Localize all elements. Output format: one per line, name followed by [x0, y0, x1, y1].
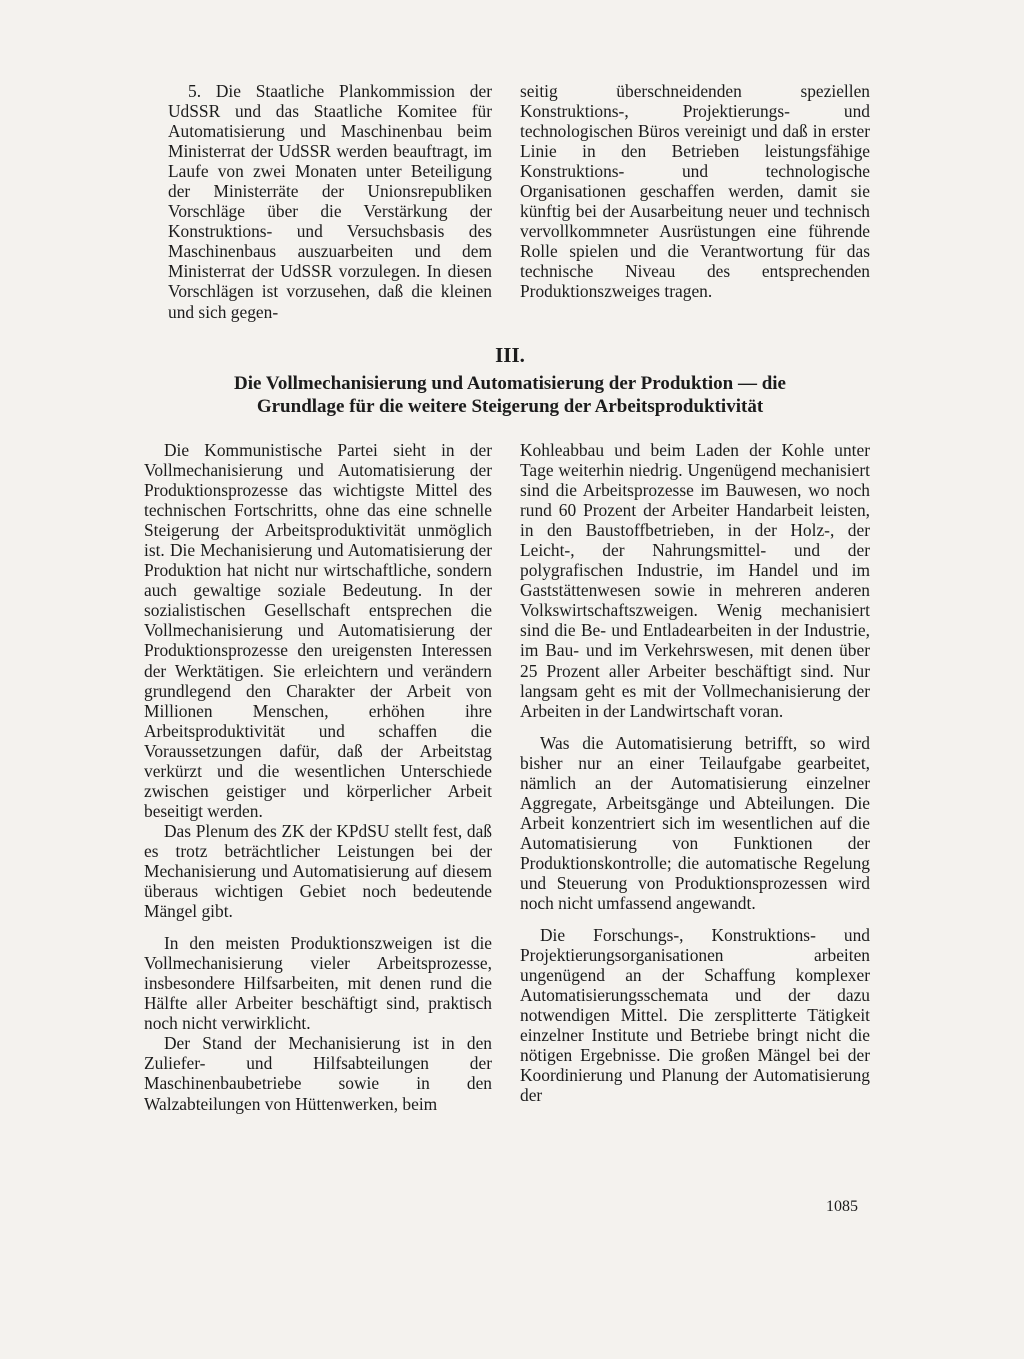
paragraph: Kohleabbau und beim Laden der Kohle unter Tage weiterhin niedrig. Ungenügend mechanisiert sind die Arbeitsprozesse im Bauwesen, wo noch rund 60 Prozent der Arbeiter Handarbeit leisten, in den Baustoffbetrieben, in der Holz-, der Leicht-, der Nahrungsmittel- und der polygrafischen Industrie, im Handel und im Gaststättenwesen sowie in mehreren anderen Volkswirtschaftszweigen. Wenig mechanisiert sind die Be- und Entladearbeiten in der Industrie, im Bau- und im Verkehrswesen, mit denen über 25 Prozent aller Arbeiter beschäftigt sind. Nur langsam geht es mit der Vollmechanisierung der Arbeiten in der Landwirtschaft voran.: [520, 440, 870, 721]
paragraph: Das Plenum des ZK der KPdSU stellt fest, daß es trotz beträchtlicher Leistungen bei der Mechanisierung und Automatisierung auf diesem überaus wichtigen Gebiet noch bedeutende Mängel gibt.: [144, 820, 492, 922]
paragraph: Die Forschungs-, Konstruktions- und Projektierungsorganisationen arbeiten ungenügend an der Schaffung komplexer Automatisierungsschemata und der dazu notwendigen Mittel. Die zersplitterte Tätigkeit einzelner Institute und Betriebe bringt nicht die nötigen Ergebnisse. Die großen Mängel bei der Koordinierung und Planung der Automatisierung der: [520, 925, 870, 1106]
top-left-column: [168, 81, 492, 322]
paragraph: Was die Automatisierung betrifft, so wird bisher nur an einer Teilaufgabe gearbeitet, nämlich an der Automatisierung einzelner Aggregate, Arbeitsgänge und Abteilungen. Die Arbeit konzentriert sich im wesentlichen auf die Automatisierung von Funktionen der Produktionskontrolle; die automatische Regelung und Steuerung von Produktionsprozessen wird noch nicht umfassend angewandt.: [520, 732, 870, 914]
paragraph: Der Stand der Mechanisierung ist in den Zuliefer- und Hilfsabteilungen der Maschinenbaubetriebe sowie in den Walzabteilungen von Hüttenwerken, beim: [144, 1033, 492, 1114]
body-right-column: [520, 440, 870, 1106]
section-title-line-2: Grundlage für die weitere Steigerung der Arbeitsproduktivität: [256, 395, 764, 417]
paragraph: seitig überschneidenden speziellen Konstruktions-, Projektierungs- und technologischen Büros vereinigt und daß in erster Linie in den Betrieben leistungsfähige Konstruktions- und technologische Organisationen geschaffen werden, damit sie künftig bei der Ausarbeitung neuer und technisch vervollkommneter Ausrüstungen eine führende Rolle spielen und die Verantwortung für das technische Niveau des entsprechenden Produktionszweiges tragen.: [520, 81, 870, 302]
section-number: III.: [495, 343, 525, 367]
section-title-line-1: Die Vollmechanisierung und Automatisierung der Produktion — die: [234, 373, 786, 394]
page-number: 1085: [826, 1198, 858, 1215]
top-right-column: [520, 81, 870, 302]
section-heading: [140, 341, 880, 418]
body-left-column: [144, 440, 492, 1114]
paragraph: Die Kommunistische Partei sieht in der Vollmechanisierung und Automatisierung der Produktionsprozesse das wichtigste Mittel des technischen Fortschritts, ohne das eine schnelle Steigerung der Arbeitsproduktivität unmöglich ist. Die Mechanisierung und Automatisierung der Produktion hat nicht nur wirtschaftliche, sondern auch gewaltige soziale Bedeutung. In der sozialistischen Gesellschaft entsprechen die Vollmechanisierung und Automatisierung der Produktionsprozesse den ureigensten Interessen der Werktätigen. Sie erleichtern und verändern grundlegend den Charakter der Arbeit von Millionen Menschen, erhöhen ihre Arbeitsproduktivität und schaffen die Voraussetzungen dafür, daß der Arbeitstag verkürzt und die wesentlichen Unterschiede zwischen geistiger und körperlicher Arbeit beseitigt werden.: [144, 440, 492, 821]
paragraph: In den meisten Produktionszweigen ist die Vollmechanisierung vieler Arbeitsprozesse, insbesondere Hilfsarbeiten, mit denen rund die Hälfte aller Arbeiter beschäftigt sind, praktisch noch nicht verwirklicht.: [144, 933, 492, 1034]
paragraph: 5. Die Staatliche Plankommission der UdSSR und das Staatliche Komitee für Automatisierung und Maschinenbau beim Ministerrat der UdSSR werden beauftragt, im Laufe von zwei Monaten unter Beteiligung der Ministerräte der Unionsrepubliken Vorschläge über die Verstärkung der Konstruktions- und Versuchsbasis des Maschinenbaus auszuarbeiten und dem Ministerrat der UdSSR vorzulegen. In diesen Vorschlägen ist vorzusehen, daß die kleinen und sich gegen-: [168, 81, 492, 322]
